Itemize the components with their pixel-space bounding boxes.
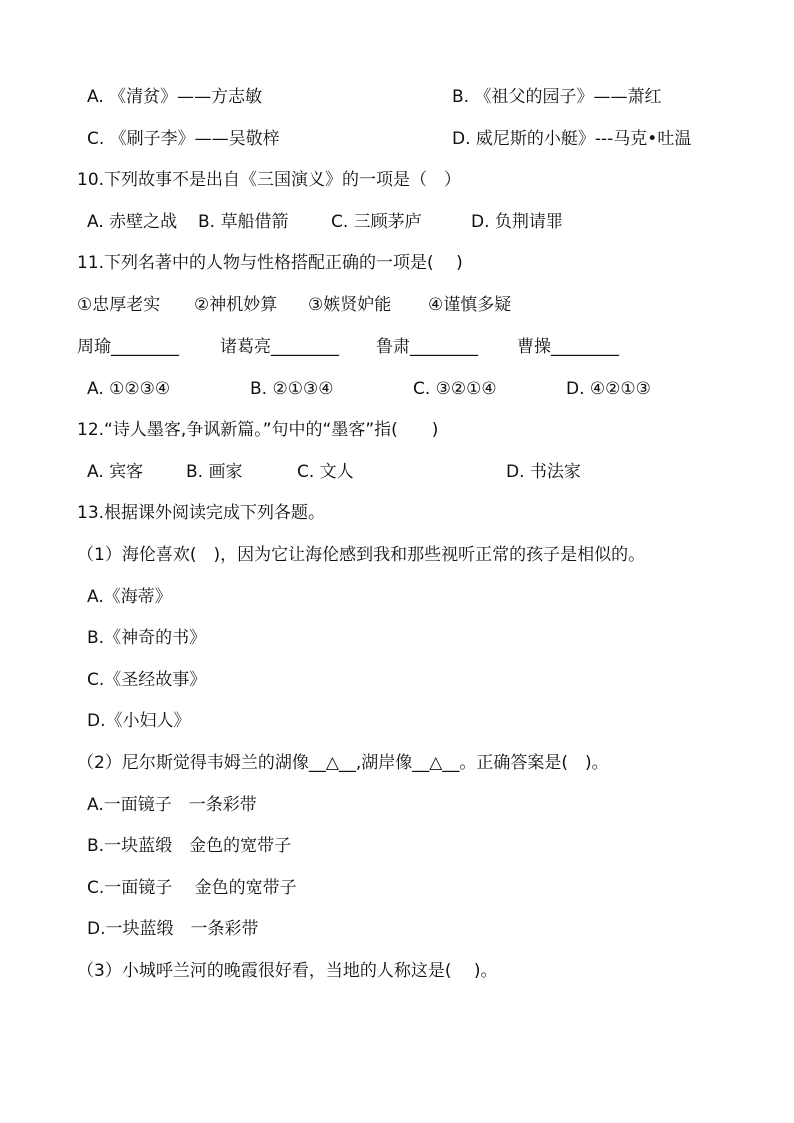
q11-trait-4: ④谨慎多疑	[428, 295, 512, 315]
q11-person-caocao: 曹操________	[517, 337, 619, 357]
q9-option-c: C. 《刷子李》——吴敬梓	[87, 129, 280, 149]
q11-trait-3: ③嫉贤妒能	[308, 295, 392, 315]
q11-stem	[0, 248, 794, 278]
q13-1-stem-text: （1）海伦喜欢( )，因为它让海伦感到我和那些视听正常的孩子是相似的。	[77, 545, 646, 565]
q13-1-option-c-text: C.《圣经故事》	[87, 670, 207, 690]
q11-trait-1: ①忠厚老实	[77, 295, 161, 315]
q11-people	[0, 332, 794, 362]
q13-1-option-a-text: A.《海蒂》	[87, 587, 172, 607]
q13-1-option-b-text: B.《神奇的书》	[87, 628, 207, 648]
q13-2-option-b-text: B.一块蓝缎 金色的宽带子	[87, 836, 292, 856]
q11-option-b: B. ②①③④	[250, 379, 334, 399]
q13-2-option-d	[0, 914, 794, 944]
q13-1-option-a	[0, 582, 794, 612]
q13-2-stem	[0, 748, 794, 778]
q9-options-row-2	[0, 124, 794, 154]
q11-trait-2: ②神机妙算	[194, 295, 278, 315]
q11-person-zhugeliang: 诸葛亮________	[220, 337, 339, 357]
q13-1-option-b	[0, 623, 794, 653]
q12-option-a: A. 宾客	[87, 462, 144, 482]
q10-stem	[0, 165, 794, 195]
q13-2-option-a	[0, 790, 794, 820]
q10-options	[0, 207, 794, 237]
q12-stem	[0, 415, 794, 445]
q13-2-stem-text: （2）尼尔斯觉得韦姆兰的湖像__△__,湖岸像__△__。正确答案是( )。	[77, 753, 609, 773]
q9-options-row-1	[0, 82, 794, 112]
q9-option-b: B. 《祖父的园子》——萧红	[452, 87, 662, 107]
q13-stem	[0, 498, 794, 528]
q13-1-option-d	[0, 706, 794, 736]
q13-3-stem	[0, 956, 794, 986]
q11-options	[0, 374, 794, 404]
q13-2-option-a-text: A.一面镜子 一条彩带	[87, 795, 257, 815]
q12-option-d: D. 书法家	[506, 462, 581, 482]
q10-option-d: D. 负荆请罪	[471, 212, 563, 232]
q11-person-zhouyu: 周瑜________	[77, 337, 179, 357]
q13-stem-text: 13.根据课外阅读完成下列各题。	[77, 503, 326, 523]
q12-stem-text: 12.“诗人墨客,争讽新篇。”句中的“墨客”指( )	[77, 420, 439, 440]
q13-2-option-b	[0, 831, 794, 861]
q10-option-c: C. 三顾茅庐	[331, 212, 422, 232]
q12-option-c: C. 文人	[297, 462, 354, 482]
q13-2-option-c-text: C.一面镜子 金色的宽带子	[87, 878, 297, 898]
q13-1-option-c	[0, 665, 794, 695]
q11-traits	[0, 290, 794, 320]
q13-2-option-c	[0, 873, 794, 903]
q9-option-d: D. 威尼斯的小艇》---马克•吐温	[452, 129, 692, 149]
q13-3-stem-text: （3）小城呼兰河的晚霞很好看，当地的人称这是( )。	[77, 961, 498, 981]
q10-option-b: B. 草船借箭	[198, 212, 289, 232]
q11-person-lusu: 鲁肃________	[376, 337, 478, 357]
q11-stem-text: 11.下列名著中的人物与性格搭配正确的一项是( )	[77, 253, 463, 273]
q12-option-b: B. 画家	[186, 462, 243, 482]
q10-stem-text: 10.下列故事不是出自《三国演义》的一项是（ ）	[77, 170, 462, 190]
q11-option-c: C. ③②①④	[413, 379, 497, 399]
q10-option-a: A. 赤壁之战	[87, 212, 178, 232]
q9-option-a: A. 《清贫》——方志敏	[87, 87, 263, 107]
q13-2-option-d-text: D.一块蓝缎 一条彩带	[87, 919, 259, 939]
q11-option-d: D. ④②①③	[566, 379, 651, 399]
q11-option-a: A. ①②③④	[87, 379, 171, 399]
q12-options	[0, 457, 794, 487]
q13-1-stem	[0, 540, 794, 570]
q13-1-option-d-text: D.《小妇人》	[87, 711, 191, 731]
